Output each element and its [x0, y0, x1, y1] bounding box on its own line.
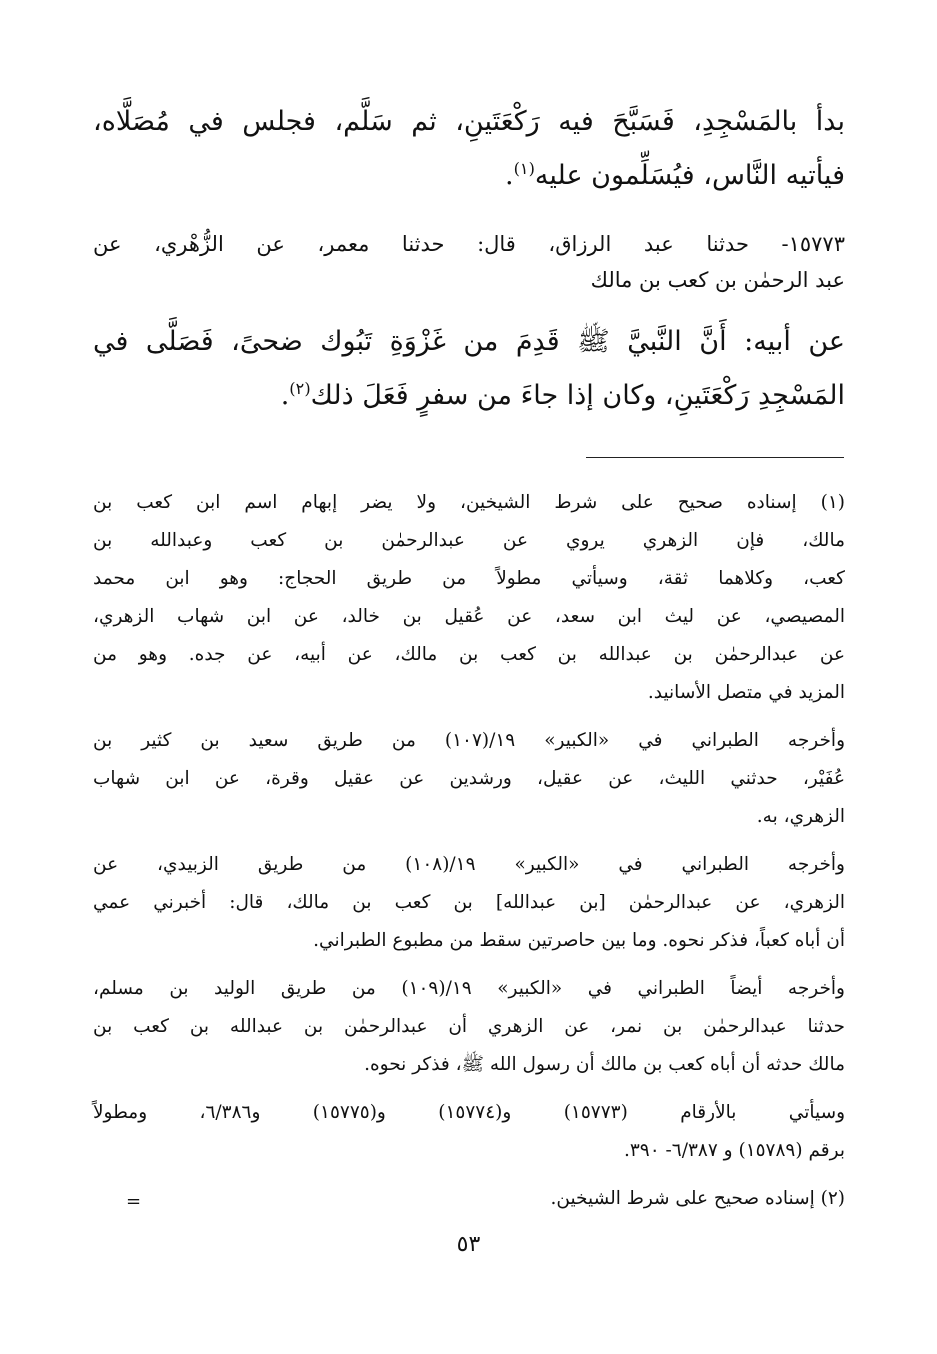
footnote-p3-line-2: الزهري، عن عبدالرحمٰن [بن عبدالله] بن كعب بن مالك، قال: أخبرني عمي — [93, 892, 845, 913]
footnote-1-line-2: مالك، فإن الزهري يروي عن عبدالرحمٰن بن كعب وعبدالله بن — [93, 530, 845, 551]
footnote-1-line-5: عن عبدالرحمٰن بن عبدالله بن كعب بن مالك، عن أبيه، عن جده. وهو من — [93, 644, 845, 665]
footnote-1-line-1: (١) إسناده صحيح على شرط الشيخين، ولا يضر إبهام اسم ابن كعب بن — [93, 492, 845, 513]
footnote-1-line-4: المصيصي، عن ليث ابن سعد، عن عُقيل بن خالد، عن ابن شهاب الزهري، — [93, 606, 845, 627]
footnote-ref-1: (١) — [513, 159, 535, 178]
footnote-p4-line-3: مالك حدثه أن أباه كعب بن مالك أن رسول الله ﷺ، فذكر نحوه. — [364, 1054, 845, 1075]
continuation-mark: = — [126, 1191, 142, 1212]
footnote-1-line-3: كعب، وكلاهما ثقة، وسيأتي مطولاً من طريق الحجاج: وهو ابن محمد — [93, 568, 845, 589]
footnote-ref-2: (٢) — [289, 379, 311, 398]
footnote-p5-line-1: وسيأتي بالأرقام (١٥٧٧٣) و(١٥٧٧٤) و(١٥٧٧٥) و٦/٣٨٦، ومطولاً — [93, 1102, 846, 1123]
footnote-1-line-6: المزيد في متصل الأسانيد. — [647, 682, 845, 703]
hadith-matn-line-2-end: . — [280, 380, 290, 411]
hadith-matn-line-2 — [93, 368, 845, 424]
footnote-p5-line-2: برقم (١٥٧٨٩) و ٦/٣٨٧- ٣٩٠. — [623, 1140, 845, 1161]
page-number: ٥٣ — [456, 1232, 481, 1257]
footnote-p2-line-3: الزهري، به. — [756, 806, 845, 827]
footnote-2: (٢) إسناده صحيح على شرط الشيخين. — [550, 1188, 845, 1209]
main-text-line-2-end: . — [504, 160, 514, 191]
hadith-matn-line-2-body: المَسْجِدِ رَكْعَتَينِ، وكان إذا جاءَ من سفرٍ فَعَلَ ذلك — [310, 380, 845, 411]
main-text-line-2-body: فيأتيه النَّاس، فيُسَلِّمون عليه — [534, 160, 845, 191]
footnote-p2-line-2: عُفَيْر، حدثني الليث، عن عقيل، ورشدين عن عقيل وقرة، عن ابن شهاب — [93, 768, 845, 789]
footnote-p4-line-2: حدثنا عبدالرحمٰن بن نمر، عن الزهري أن عبدالرحمٰن بن عبدالله بن كعب بن — [93, 1016, 845, 1037]
footnote-separator — [586, 457, 844, 458]
footnote-p4-line-1: وأخرجه أيضاً الطبراني في «الكبير» ١٩/(١٠٩) من طريق الوليد بن مسلم، — [93, 978, 845, 999]
main-text-line-2 — [93, 148, 845, 204]
main-text-line-1: بدأ بالمَسْجِدِ، فَسَبَّحَ فيه رَكْعَتَينِ، ثم سَلَّم، فجلس في مُصَلَّاه، — [93, 106, 845, 137]
hadith-isnad-line-1: ١٥٧٧٣- حدثنا عبد الرزاق، قال: حدثنا معمر، عن الزُّهْري، عن — [93, 232, 845, 256]
hadith-matn-line-1: عن أبيه: أَنَّ النَّبيَّ ﷺ قَدِمَ من غَزْوَةِ تَبُوك ضحىً، فَصَلَّى في — [93, 326, 845, 357]
footnote-p2-line-1: وأخرجه الطبراني في «الكبير» ١٩/(١٠٧) من طريق سعيد بن كثير بن — [93, 730, 845, 751]
hadith-isnad-line-2: عبد الرحمٰن بن كعب بن مالك — [590, 268, 845, 292]
footnote-p3-line-1: وأخرجه الطبراني في «الكبير» ١٩/(١٠٨) من طريق الزبيدي، عن — [93, 854, 845, 875]
footnote-p3-line-3: أن أباه كعباً، فذكر نحوه. وما بين حاصرتين سقط من مطبوع الطبراني. — [313, 930, 845, 951]
